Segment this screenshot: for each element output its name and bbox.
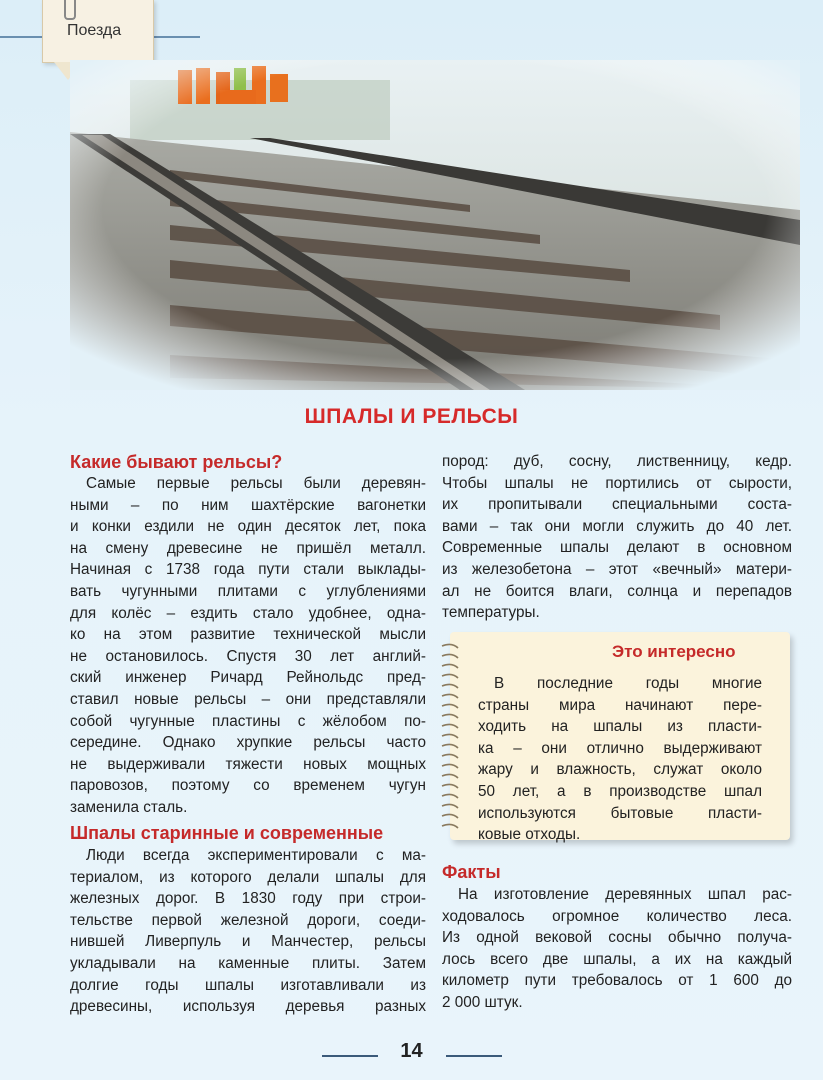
railway-track-photo [70, 60, 800, 390]
rails-heading: Какие бывают рельсы? [70, 452, 283, 472]
note-heading: Это интересно [612, 642, 736, 661]
sleepers-heading: Шпалы старинные и современные [70, 823, 384, 843]
sleepers-text: Люди всегда экспериментировали с ма- териалом, из которого делали шпалы для железных дорог. В 1830 году при строи- тельстве первой железной дороги, соеди- нившей Ливерпуль и Манчестер, рельсы укладывали на каменные плиты. Затем долгие годы шпалы изготавливали из древесины, используя деревья разных [70, 847, 426, 1016]
section-tab [42, 0, 154, 63]
note-text: В последние годы многие страны мира начинают пере- ходить на шпалы из пласти- ка – они отлично выдерживают жару и влажность, служат около 50 лет, а в производстве шпал используются бытовые пласти- ковые отходы. [478, 675, 762, 844]
facts-text: На изготовление деревянных шпал рас- ходовалось огромное количество леса. Из одной вековой сосны обычно получа- лось всего две шпалы, а их на каждый километр пути требовалось от 1 600 до 2 000 штук. [442, 886, 792, 1011]
sleepers-text-continued: пород: дуб, сосну, лиственницу, кедр. Чтобы шпалы не портились от сырости, их пропитывали специальными соста- вами – так они могли служить до 40 лет. Современные шпалы делают в основном из железобетона – этот «вечный» матери- ал не боится влаги, солнца и перепадов температуры. [442, 453, 792, 622]
paperclip-icon [64, 0, 76, 20]
facts-heading: Факты [442, 862, 501, 882]
page-number: 14 [400, 1040, 423, 1062]
page-title: ШПАЛЫ И РЕЛЬСЫ [304, 405, 519, 428]
footer-rule-right [446, 1055, 502, 1057]
section-tab-label: Поезда [67, 22, 122, 39]
notebook-spiral-icon [440, 640, 460, 836]
rails-text: Самые первые рельсы были деревян- ными – по ним шахтёрские вагонетки и конки ездили не один десяток лет, пока на смену древесине не пришёл металл. Начиная с 1738 года пути стали выклады- вать чугунными плитами с углублениями для колёс – ездить стало удобнее, одна- ко на этом развитие технической мысли не остановилось. Спустя 30 лет англий- ский инженер Ричард Рейнольдс пред- ставил новые рельсы – они представляли собой чугунные пластины с жёлобом по- середине. Однако хрупкие рельсы часто не выдерживали тяжести новых мощных паровозов, поэтому со временем чугун заменила сталь. [70, 475, 426, 816]
